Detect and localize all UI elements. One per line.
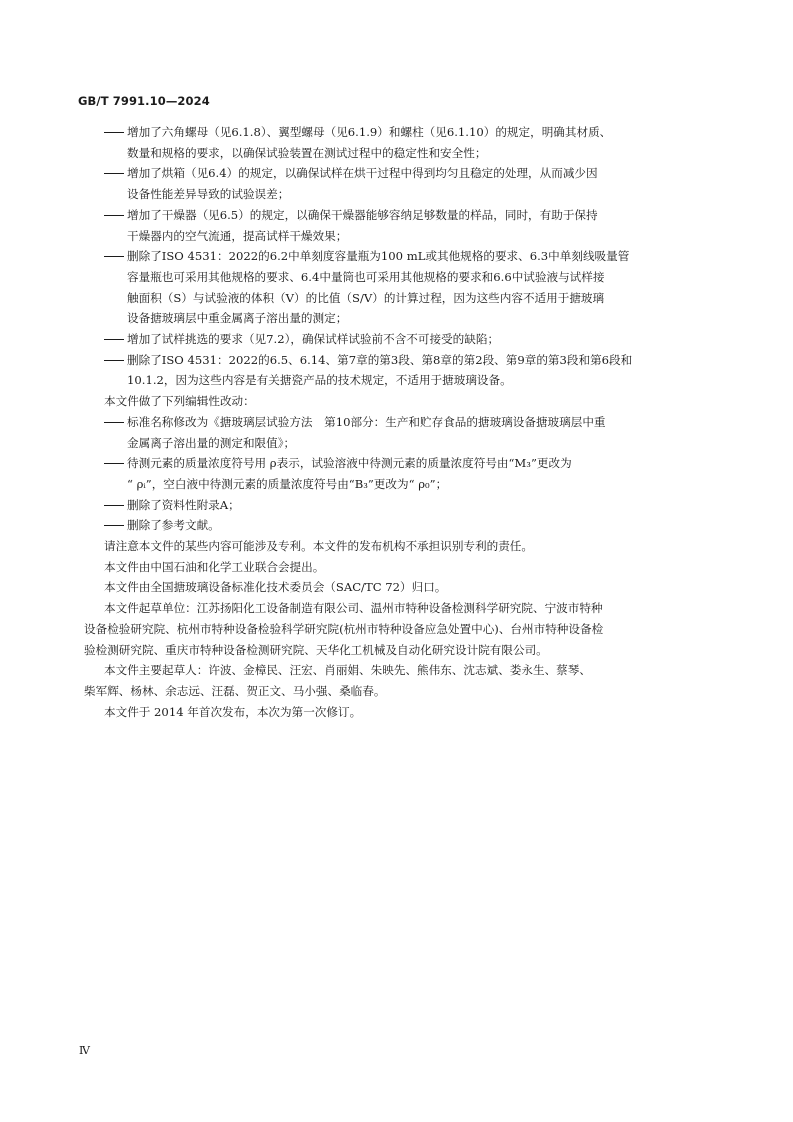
editorial-line: 删除了参考文献。 <box>127 518 220 533</box>
editorial-item-1 <box>104 412 709 453</box>
change-line: 删除了ISO 4531：2022的6.2中单刻度容量瓶为100 mL或其他规格的要求、6.3中单刻线吸量管 <box>127 249 630 264</box>
paragraph-line: 本文件由中国石油和化学工业联合会提出。 <box>104 559 325 574</box>
document-code: GB/T 7991.10—2024 <box>78 94 210 108</box>
editorial-changes-list <box>104 412 709 536</box>
paragraph-line: 本文件主要起草人：许波、金樟民、汪宏、肖丽娟、朱映先、熊伟东、沈志斌、娄永生、蔡琴、 <box>104 663 591 678</box>
change-line: 10.1.2，因为这些内容是有关搪瓷产品的技术规定，不适用于搪玻璃设备。 <box>127 373 512 388</box>
editorial-line: 删除了资料性附录A； <box>127 497 240 512</box>
paragraph-line: 设备检验研究院、杭州市特种设备检验科学研究院(杭州市特种设备应急处置中心)、台州市特种设备检 <box>84 621 604 636</box>
change-line: 干燥器内的空气流通，提高试样干燥效果； <box>127 228 348 243</box>
drafting-units <box>84 598 709 660</box>
editorial-item-4 <box>104 515 709 536</box>
change-item-4 <box>104 246 709 329</box>
paragraph-line: 本文件起草单位：江苏扬阳化工设备制造有限公司、温州市特种设备检测科学研究院、宁波市特种 <box>104 601 603 616</box>
change-line: 容量瓶也可采用其他规格的要求、6.4中量筒也可采用其他规格的要求和6.6中试验液与试样接 <box>127 269 605 284</box>
proposer-statement <box>84 557 709 578</box>
change-line: 增加了烘箱（见6.4）的规定，以确保试样在烘干过程中得到均匀且稳定的处理，从而减少因 <box>127 166 598 181</box>
change-line: 增加了六角螺母（见6.1.8）、翼型螺母（见6.1.9）和螺柱（见6.1.10）的规定，明确其材质、 <box>127 125 612 139</box>
paragraph-line: 本文件于 2014 年首次发布，本次为第一次修订。 <box>104 704 362 719</box>
editorial-line: 待测元素的质量浓度符号用 ρ表示，试验溶液中待测元素的质量浓度符号由“M₃”更改为 <box>127 456 572 471</box>
technical-changes-list <box>104 122 709 391</box>
change-item-6 <box>104 350 709 391</box>
change-item-3 <box>104 205 709 246</box>
main-drafters <box>84 660 709 701</box>
editorial-item-3 <box>104 495 709 516</box>
paragraph-line: 验检测研究院、重庆市特种设备检测研究院、天华化工机械及自动化研究设计院有限公司。 <box>84 642 548 657</box>
change-line: 增加了干燥器（见6.5）的规定，以确保干燥器能够容纳足够数量的样品，同时，有助于保持 <box>127 207 598 222</box>
change-line: 设备性能差异导致的试验误差； <box>127 187 290 202</box>
change-item-1 <box>104 122 709 163</box>
editorial-line: 标准名称修改为《搪玻璃层试验方法 第10部分：生产和贮存食品的搪玻璃设备搪玻璃层中重 <box>127 414 606 429</box>
editorial-line: 金属离子溶出量的测定和限值》； <box>127 435 296 450</box>
committee-statement <box>84 577 709 598</box>
publication-history <box>84 702 709 723</box>
page-content <box>84 122 709 722</box>
paragraph-line: 柴军辉、杨林、余志远、汪磊、贺正文、马小强、桑临春。 <box>84 683 386 698</box>
change-line: 删除了ISO 4531：2022的6.5、6.14、第7章的第3段、第8章的第2段、第9章的第3段和第6段和 <box>127 352 633 367</box>
change-item-2 <box>104 163 709 204</box>
patent-notice <box>84 536 709 557</box>
change-line: 数量和规格的要求，以确保试验装置在测试过程中的稳定性和安全性； <box>127 145 487 160</box>
editorial-intro <box>84 391 709 412</box>
editorial-intro-text: 本文件做了下列编辑性改动： <box>104 394 255 409</box>
editorial-line: “ ρᵢ”，空白液中待测元素的质量浓度符号由“B₃”更改为“ ρ₀”； <box>127 476 448 491</box>
editorial-item-2 <box>104 453 709 494</box>
paragraph-line: 本文件由全国搪玻璃设备标准化技术委员会（SAC/TC 72）归口。 <box>104 580 447 595</box>
page-number: Ⅳ <box>79 1044 90 1057</box>
change-line: 设备搪玻璃层中重金属离子溶出量的测定； <box>127 311 348 326</box>
change-item-5 <box>104 329 709 350</box>
paragraph-line: 请注意本文件的某些内容可能涉及专利。本文件的发布机构不承担识别专利的责任。 <box>104 539 533 554</box>
change-line: 触面积（S）与试验液的体积（V）的比值（S/V）的计算过程，因为这些内容不适用于搪玻璃 <box>127 290 605 305</box>
change-line: 增加了试样挑选的要求（见7.2），确保试样试验前不含不可接受的缺陷； <box>127 332 500 347</box>
